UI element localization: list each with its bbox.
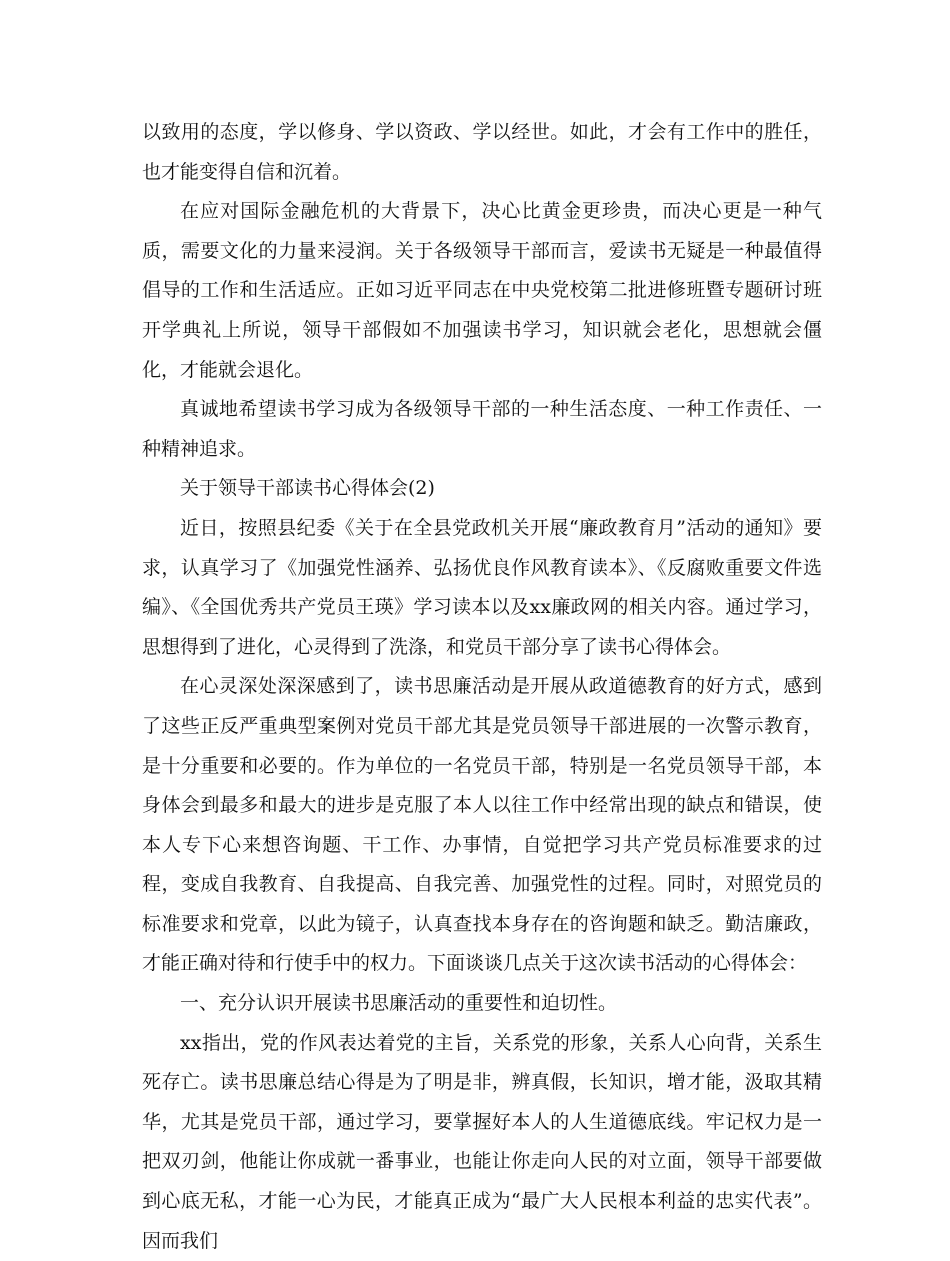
paragraph-financial-crisis: 在应对国际金融危机的大背景下，决心比黄金更珍贵，而决心更是一种气质，需要文化的力量来浸润。关于各级领导干部而言，爱读书无疑是一种最值得倡导的工作和生活适应。正如习近平同志在中央党校第二批进修班暨专题研讨班开学典礼上所说，领导干部假如不加强读书学习，知识就会老化，思想就会僵化，才能就会退化。: [142, 200, 822, 381]
paragraph-party-style: xx指出，党的作风表达着党的主旨，关系党的形象，关系人心向背，关系生死存亡。读书思廉总结心得是为了明是非，辨真假，长知识，增才能，汲取其精华，尤其是党员干部，通过学习，要掌握好本人的人生道德底线。牢记权力是一把双刃剑，他能让你成就一番事业，也能让你走向人民的对立面，领导干部要做到心底无私，才能一心为民，才能真正成为“最广大人民根本利益的忠实代表”。因而我们: [142, 1031, 822, 1252]
paragraph-hope: 真诚地希望读书学习成为各级领导干部的一种生活态度、一种工作责任、一种精神追求。: [142, 398, 822, 460]
section-title: 关于领导干部读书心得体会(2): [180, 477, 435, 500]
subsection-title: 一、充分认识开展读书思廉活动的重要性和迫切性。: [180, 992, 618, 1015]
paragraph-continuation: 以致用的态度，学以修身、学以资政、学以经世。如此，才会有工作中的胜任，也才能变得自信和沉着。: [142, 121, 822, 183]
paragraph-recent-study: 近日，按照县纪委《关于在全县党政机关开展“廉政教育月”活动的通知》要求，认真学习了《加强党性涵养、弘扬优良作风教育读本》、《反腐败重要文件选编》、《全国优秀共产党员王瑛》学习读本以及xx廉政网的相关内容。通过学习，思想得到了进化，心灵得到了洗涤，和党员干部分享了读书心得体会。: [142, 516, 822, 658]
paragraph-reflection: 在心灵深处深深感到了，读书思廉活动是开展从政道德教育的好方式，感到了这些正反严重典型案例对党员干部尤其是党员领导干部进展的一次警示教育，是十分重要和必要的。作为单位的一名党员干部，特别是一名党员领导干部，本身体会到最多和最大的进步是克服了本人以往工作中经常出现的缺点和错误，使本人专下心来想咨询题、干工作、办事情，自觉把学习共产党员标准要求的过程，变成自我教育、自我提高、自我完善、加强党性的过程。同时，对照党员的标准要求和党章，以此为镜子，认真查找本身存在的咨询题和缺乏。勤洁廉政，才能正确对待和行使手中的权力。下面谈谈几点关于这次读书活动的心得体会：: [142, 675, 822, 975]
document-body: [142, 113, 822, 1261]
